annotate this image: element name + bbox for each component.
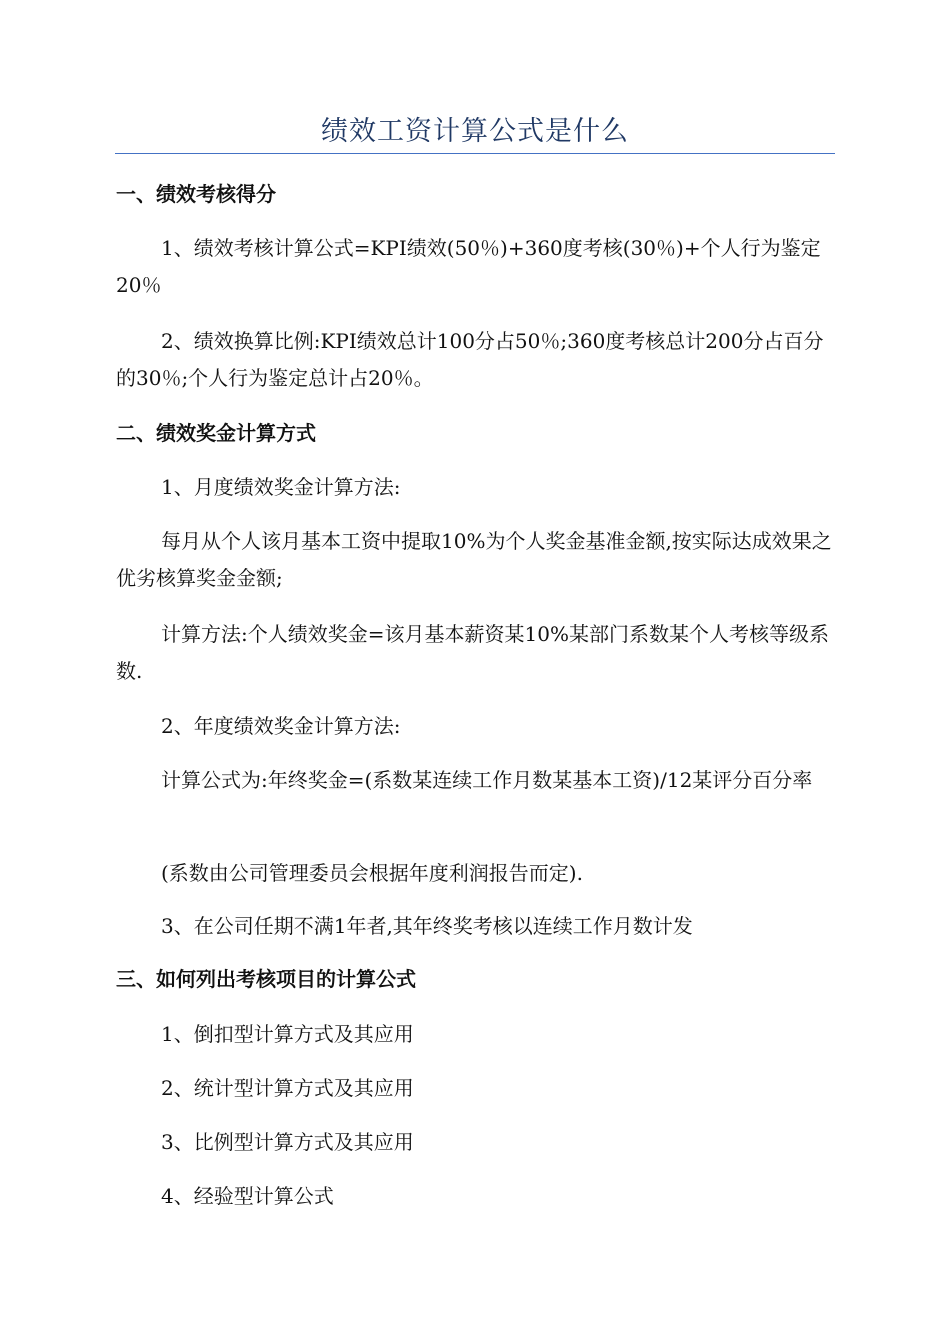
title-underline <box>115 153 835 154</box>
list-item: 2、统计型计算方式及其应用 <box>161 1076 414 1100</box>
list-item: 4、经验型计算公式 <box>161 1184 334 1208</box>
list-item: 3、比例型计算方式及其应用 <box>161 1130 414 1154</box>
paragraph: 3、在公司任期不满1年者,其年终奖考核以连续工作月数计发 <box>161 914 693 938</box>
section-heading-1: 一、绩效考核得分 <box>116 182 276 206</box>
paragraph: 计算公式为:年终奖金=(系数某连续工作月数某基本工资)/12某评分百分率 <box>161 768 813 792</box>
paragraph: 计算方法:个人绩效奖金=该月基本薪资某10%某部门系数某个人考核等级系数. <box>116 622 829 683</box>
list-item: 1、倒扣型计算方式及其应用 <box>161 1022 414 1046</box>
paragraph: (系数由公司管理委员会根据年度利润报告而定). <box>161 861 583 885</box>
paragraph: 每月从个人该月基本工资中提取10%为个人奖金基准金额,按实际达成效果之优劣核算奖金金额; <box>116 529 832 590</box>
paragraph: 2、年度绩效奖金计算方法: <box>161 714 401 738</box>
section-heading-2: 二、绩效奖金计算方式 <box>116 421 316 445</box>
document-title: 绩效工资计算公式是什么 <box>321 116 629 147</box>
paragraph: 1、月度绩效奖金计算方法: <box>161 475 401 499</box>
paragraph: 2、绩效换算比例:KPI绩效总计100分占50％;360度考核总计200分占百分的30％;个人行为鉴定总计占20％。 <box>116 329 824 390</box>
paragraph: 1、绩效考核计算公式=KPI绩效(50％)+360度考核(30％)+个人行为鉴定20％ <box>116 236 821 297</box>
section-heading-3: 三、如何列出考核项目的计算公式 <box>116 967 416 991</box>
